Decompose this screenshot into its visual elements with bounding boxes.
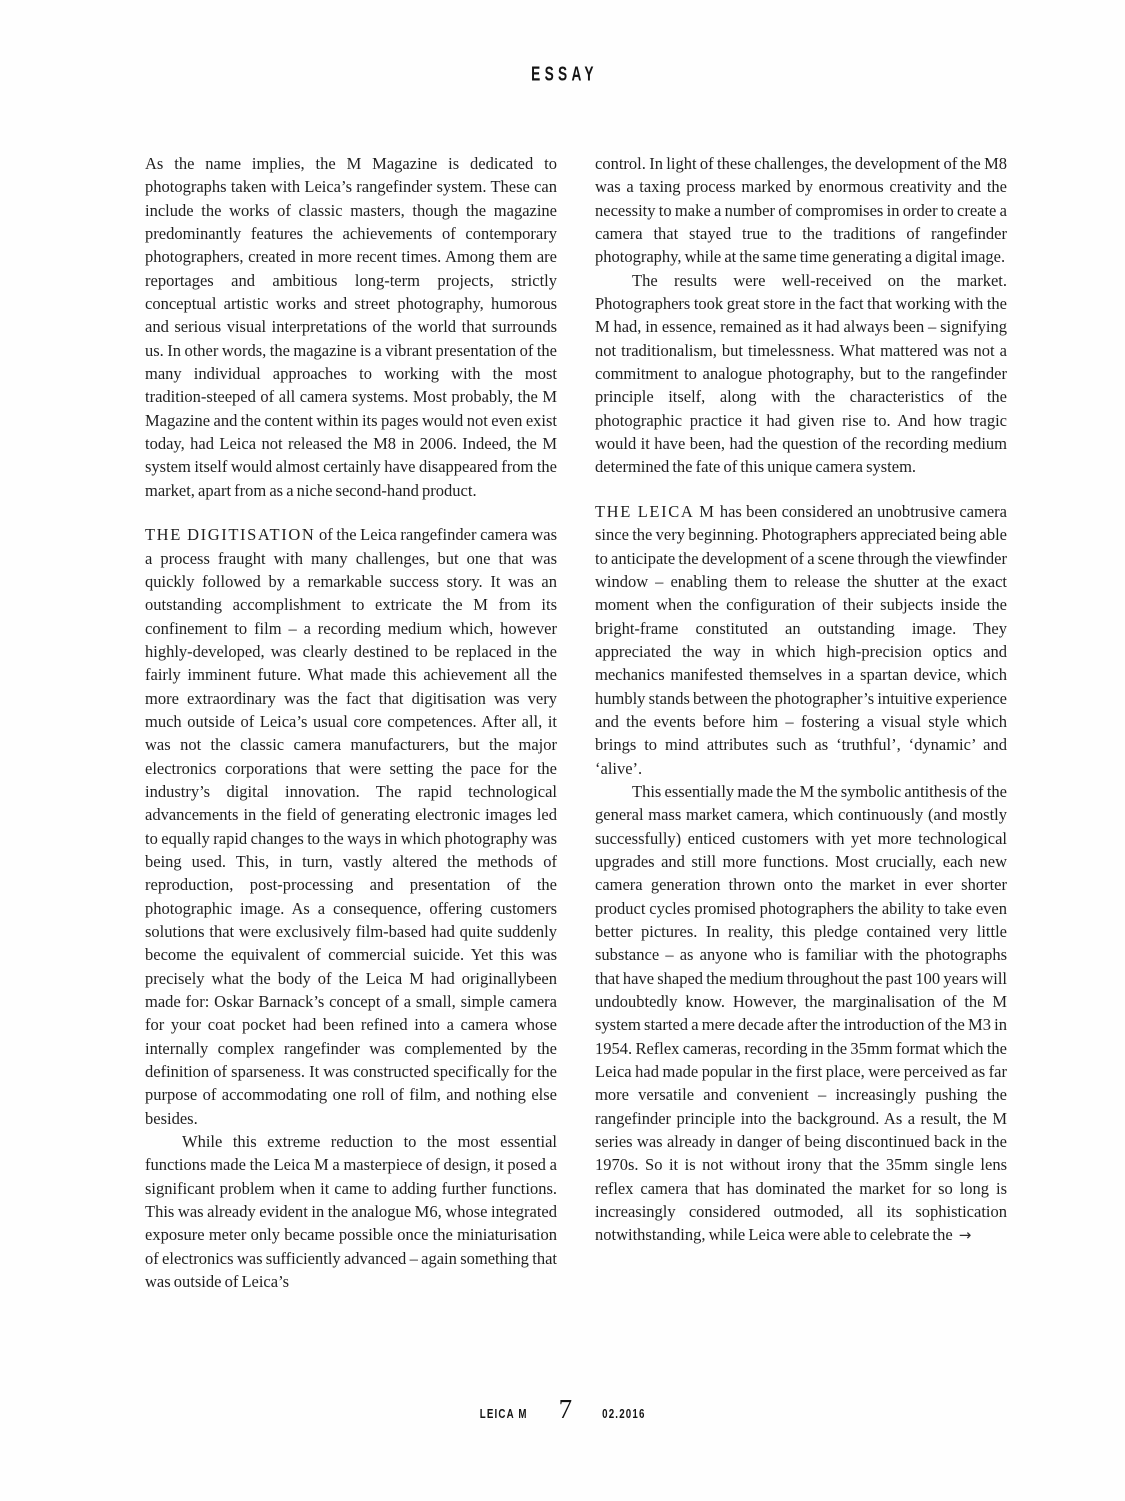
right-column	[595, 152, 1007, 1294]
left-column	[145, 152, 557, 1294]
paragraph: THE DIGITISATION of the Leica rangefinder camera was a process fraught with many challenges, but one that was quickly followed by a remarkable success story. It was an outstanding accomplishment to extricate the M from its confinement to film – a recording medium which, however highly-developed, was clearly destined to be replaced in the fairly imminent future. What made this achievement all the more extraordinary was the fact that digitisation was very much outside of Leica’s usual core competences. After all, it was not the classic camera manufacturers, but the major electronics corporations that were setting the pace for the industry’s digital innovation. The rapid technological advancements in the field of generating electronic images led to equally rapid changes to the ways in which photography was being used. This, in turn, vastly altered the methods of reproduction, post-processing and presentation of the photographic image. As a consequence, offering customers solutions that were exclusively film-based had quite suddenly become the equivalent of commercial suicide. Yet this was precisely what the body of the Leica M had originallybeen made for: Oskar Barnack’s concept of a small, simple camera for your coat pocket had been refined into a camera whose internally complex rangefinder was complemented by the definition of sparseness. It was constructed specifically for the purpose of accommodating one roll of film, and nothing else besides.	[145, 525, 557, 1128]
page-footer	[0, 1396, 1125, 1423]
paragraph: THE LEICA M has been considered an unobtrusive camera since the very beginning. Photographers appreciated being able to anticipate the development of a scene through the viewfinder window – enabling them to release the shutter at the exact moment when the configuration of their subjects inside the bright-frame constituted an outstanding image. They appreciated the way in which high-precision optics and mechanics manifested themselves in a spartan device, which humbly stands between the photographer’s intuitive experience and the events before him – fostering a visual style which brings to mind attributes such as ‘truthful’, ‘dynamic’ and ‘alive’.	[595, 501, 1007, 778]
paragraph: This essentially made the M the symbolic antithesis of the general mass market camera, which continuously (and mostly successfully) enticed customers with yet more technological upgrades and still more functions. Most crucially, each new camera generation thrown onto the market in ever shorter product cycles promised photographers the ability to take even better pictures. In reality, this pledge contained very little substance – as anyone who is familiar with the photographs that have shaped the medium throughout the past 100 years will undoubtedly know. However, the marginalisation of the M system started a mere decade after the introduction of the M3 in 1954. Reflex cameras, recording in the 35mm format which the Leica had made popular in the first place, were perceived as far more versatile and convenient – increasingly pushing the rangefinder principle into the background. As a result, the M series was already in danger of being discontinued back in the 1970s. So it is not without irony that the 35mm single lens reflex camera that has dominated the market for so long is increasingly considered outmoded, all its sophistication notwithstanding, while Leica were able to celebrate the →	[595, 781, 1007, 1245]
page-number: 7	[558, 1394, 573, 1424]
continuation-arrow-icon: →	[958, 1226, 972, 1245]
paragraph-lead: THE LEICA M	[595, 501, 716, 521]
paragraph: The results were well-received on the market. Photographers took great store in the fact that working with the M had, in essence, remained as it had always been – signifying not traditionalism, but timelessness. What mattered was not a commitment to analogue photography, but to the rangefinder principle itself, along with the characteristics of the photographic practice it had given rise to. And how tragic would it have been, had the question of the recording medium determined the fate of this unique camera system.	[595, 270, 1007, 477]
paragraph: control. In light of these challenges, the development of the M8 was a taxing process marked by enormous creativity and the necessity to make a number of compromises in order to create a camera that stayed true to the traditions of rangefinder photography, while at the same time generating a digital image.	[595, 154, 1007, 267]
page-header	[0, 64, 1125, 86]
section-title: ESSAY	[531, 63, 599, 86]
article-body	[145, 152, 1007, 1294]
paragraph-lead: THE DIGITISATION	[145, 525, 316, 545]
issue-date: 02.2016	[602, 1407, 646, 1421]
paragraph: While this extreme reduction to the most essential functions made the Leica M a masterpiece of design, it posed a significant problem when it came to adding further functions. This was already evident in the analogue M6, whose integrated exposure meter only became possible once the miniaturisation of electronics was sufficiently advanced – again something that was outside of Leica’s	[145, 1132, 557, 1292]
paragraph: As the name implies, the M Magazine is dedicated to photographs taken with Leica’s rangefinder system. These can include the works of classic masters, though the magazine predominantly features the achievements of contemporary photographers, created in more recent times. Among them are reportages and ambitious long-term projects, strictly conceptual artistic works and street photography, humorous and serious visual interpretations of the world that surrounds us. In other words, the magazine is a vibrant presentation of the many individual approaches to working with the most tradition-steeped of all camera systems. Most probably, the M Magazine and the content within its pages would not even exist today, had Leica not released the M8 in 2006. Indeed, the M system itself would almost certainly have disappeared from the market, apart from as a niche second-hand product.	[145, 154, 557, 500]
magazine-name: LEICA M	[479, 1407, 528, 1421]
